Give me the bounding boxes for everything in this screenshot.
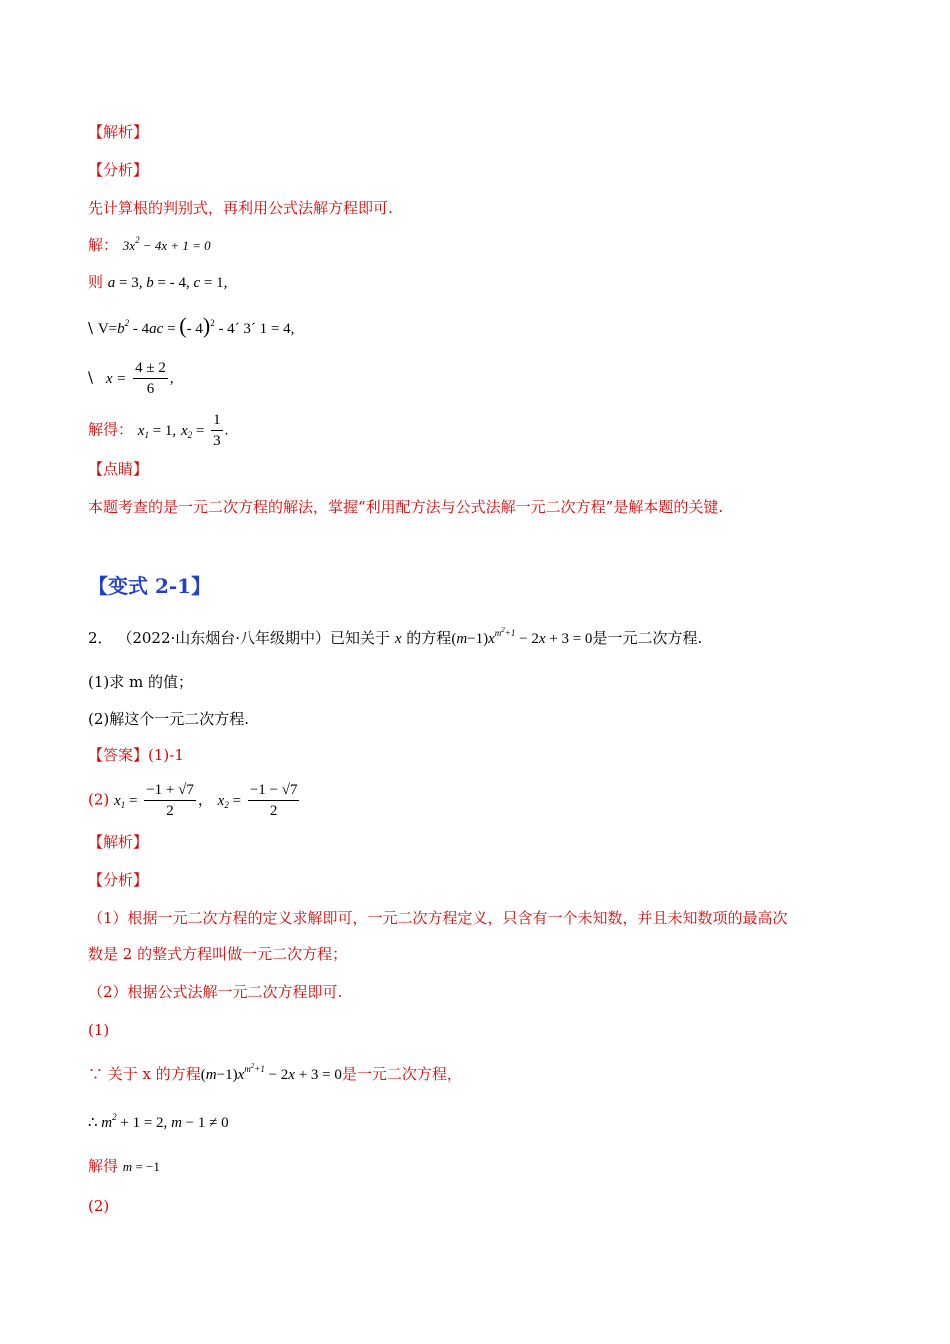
- answer-x1-numerator: −1 + √7: [144, 780, 196, 801]
- variant-fenxi-label: 【分析】: [88, 871, 149, 889]
- part-2: (2)解这个一元二次方程.: [88, 710, 250, 728]
- therefore-equation: ∴ $m^2 + 1 = 2$, m − 1 ≠ 0: [88, 1112, 229, 1131]
- question-text-c: 是一元二次方程.: [592, 629, 703, 647]
- root-2-fraction: [211, 410, 223, 451]
- question-source: （2022·山东烟台·八年级期中）: [117, 629, 331, 647]
- solved-value: m = −1: [122, 1159, 160, 1174]
- coefficients: a = 3, b = - 4, c = 1,: [107, 275, 228, 291]
- coeff-line: [88, 272, 227, 293]
- because-line: [88, 1064, 462, 1085]
- question-equation: $(m-1)x^{m^2+1} - 2x + 3 = 0$: [451, 626, 593, 647]
- therefore-line: [88, 1112, 229, 1133]
- answer-x2-label: $x_2$ =: [217, 792, 242, 810]
- fenxi-label: 【分析】: [88, 161, 149, 179]
- because-end: 是一元二次方程，: [341, 1065, 462, 1083]
- answer-2-line: (2) $x_1$ = $\frac{-1 + √7}{2}$ ， $x_2$ = $\frac{-1 - √7}{2}$: [88, 782, 298, 819]
- solution-equation-line: [88, 235, 211, 256]
- answer-x1-denominator: 2: [166, 803, 174, 819]
- variant-analysis-2: （2）根据公式法解一元二次方程即可.: [88, 983, 343, 1001]
- therefore-symbol: \: [88, 319, 94, 337]
- x-fraction: [133, 358, 168, 399]
- question-var: x: [394, 631, 402, 647]
- remark-text: 本题考查的是一元二次方程的解法，掌握“利用配方法与公式法解一元二次方程”是解本题的关键.: [88, 498, 724, 516]
- x-formula-line: \ x = $\frac{4 \pm 2}{6}$ ,: [88, 360, 174, 397]
- jie-label: 解：: [88, 236, 119, 254]
- because-text: ∵ 关于 x 的方程: [88, 1065, 201, 1083]
- x-denominator: 6: [146, 381, 155, 397]
- question-text-a: 已知关于: [330, 629, 391, 647]
- solved-label: 解得: [88, 1157, 119, 1175]
- root-1: $x_1 = 1$,: [137, 422, 177, 440]
- answer-x1-label: $x_1$ =: [114, 792, 138, 810]
- answer-x2-numerator: −1 − √7: [248, 780, 300, 801]
- then-label: 则: [88, 273, 104, 291]
- equation: $3x^2 - 4x + 1 = 0$: [122, 235, 211, 253]
- analysis-text: 先计算根的判别式，再利用公式法解方程即可.: [88, 199, 393, 217]
- answer-1: (1)-1: [148, 746, 184, 764]
- root-2-label: $x_2$ =: [180, 422, 205, 440]
- variant-analysis-1a: （1）根据一元二次方程的定义求解即可，一元二次方程定义，只含有一个未知数，并且未知数项的最高次: [88, 909, 788, 927]
- answer-x2-denominator: 2: [269, 803, 278, 819]
- answer-2-label: (2): [88, 790, 110, 809]
- jiexi-label: 【解析】: [88, 123, 149, 141]
- answer-x1-fraction: [144, 780, 196, 821]
- discriminant-line: [88, 313, 295, 339]
- answer-x2-fraction: [248, 780, 300, 821]
- because-equation: $(m-1)x^{m^2+1} - 2x + 3 = 0$: [200, 1062, 342, 1083]
- root-2-numerator: 1: [211, 410, 223, 431]
- solved-line: [88, 1156, 160, 1177]
- step-1-label: (1): [88, 1021, 110, 1039]
- roots-line: 解得： $x_1 = 1$, $x_2$ = $\frac{1}{3}$ .: [88, 412, 229, 449]
- variant-heading: 【变式 2-1】: [88, 574, 212, 598]
- x-numerator: 4 ± 2: [133, 358, 168, 379]
- part-1: (1)求 m 的值；: [88, 673, 194, 691]
- discriminant: $V=b^2 - 4ac$ = (- 4)$^2$ - 4´ 3´ 1 = 4,: [97, 313, 295, 338]
- dianjing-label: 【点睛】: [88, 460, 149, 478]
- variant-jiexi-label: 【解析】: [88, 833, 149, 851]
- solve-label: 解得：: [88, 420, 134, 439]
- question-text-b: 的方程: [406, 629, 452, 647]
- root-2-denominator: 3: [213, 433, 221, 449]
- variant-analysis-1b: 数是 2 的整式方程叫做一元二次方程；: [88, 945, 348, 963]
- answer-line: [88, 745, 184, 765]
- therefore-symbol-2: \: [88, 368, 94, 387]
- step-2-label: (2): [88, 1197, 110, 1215]
- answer-label: 【答案】: [88, 746, 149, 764]
- question-number: 2．: [88, 629, 113, 647]
- x-label: x =: [105, 370, 127, 387]
- question-line: [88, 628, 702, 649]
